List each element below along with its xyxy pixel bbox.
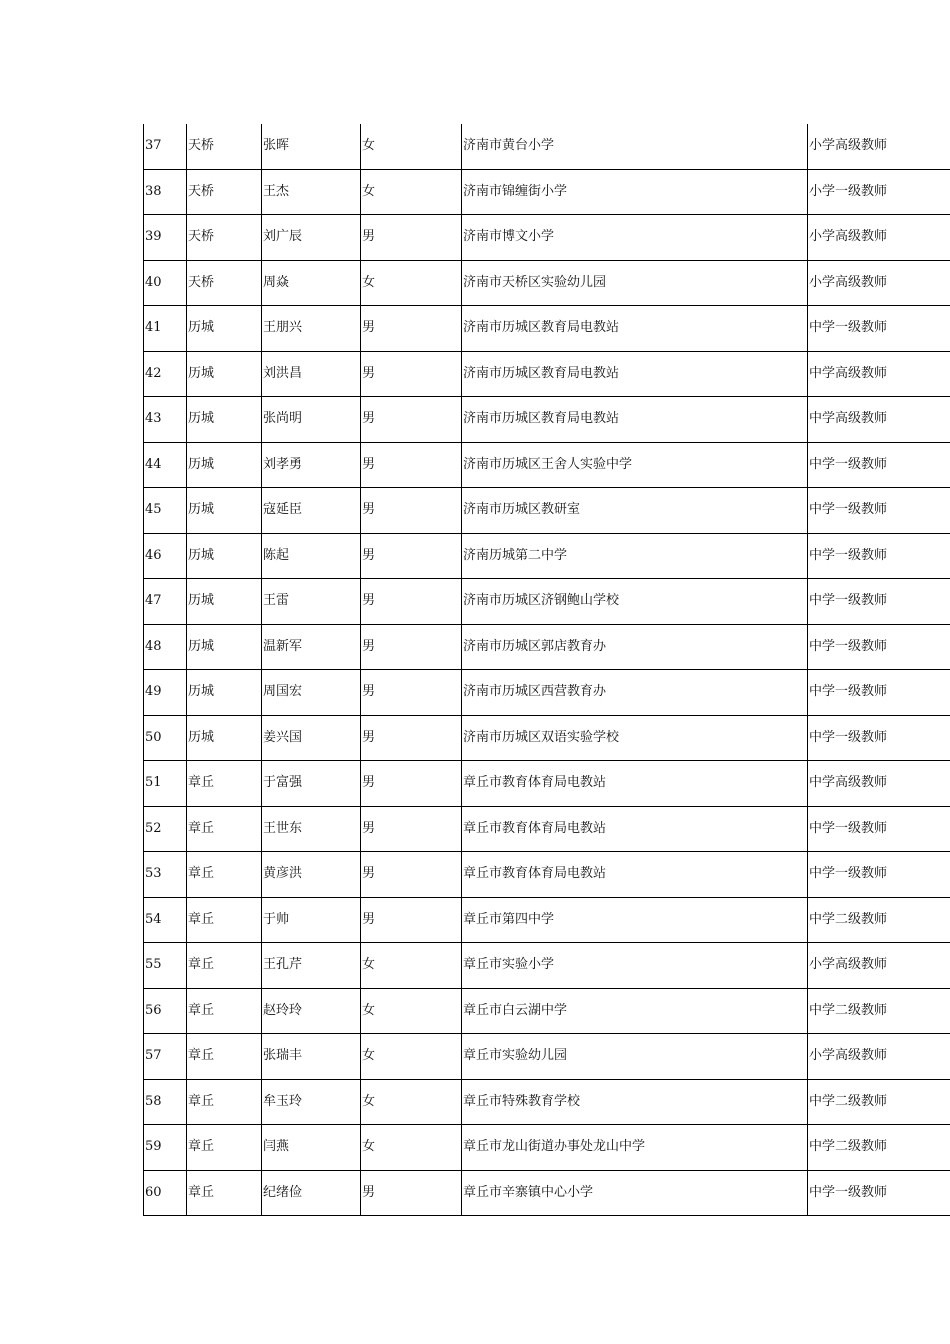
row-number-cell: 55 bbox=[144, 943, 187, 989]
row-number-cell: 42 bbox=[144, 351, 187, 397]
school-cell: 章丘市实验小学 bbox=[462, 943, 808, 989]
table-row bbox=[144, 260, 950, 306]
teacher-name-cell: 寇延臣 bbox=[262, 488, 361, 534]
row-number-cell: 45 bbox=[144, 488, 187, 534]
school-cell: 章丘市辛寨镇中心小学 bbox=[462, 1170, 808, 1216]
row-number-cell: 54 bbox=[144, 897, 187, 943]
district-cell: 章丘 bbox=[187, 1170, 262, 1216]
teacher-roster-table bbox=[143, 124, 950, 1216]
professional-title-cell: 中学二级教师 bbox=[808, 988, 950, 1034]
gender-cell: 男 bbox=[361, 351, 462, 397]
row-number-cell: 52 bbox=[144, 806, 187, 852]
gender-cell: 男 bbox=[361, 852, 462, 898]
district-cell: 章丘 bbox=[187, 1079, 262, 1125]
school-cell: 济南市锦缠街小学 bbox=[462, 169, 808, 215]
professional-title-cell: 中学一级教师 bbox=[808, 715, 950, 761]
row-number-cell: 47 bbox=[144, 579, 187, 625]
school-cell: 济南市天桥区实验幼儿园 bbox=[462, 260, 808, 306]
professional-title-cell: 中学一级教师 bbox=[808, 442, 950, 488]
table-row bbox=[144, 943, 950, 989]
gender-cell: 女 bbox=[361, 1125, 462, 1171]
teacher-name-cell: 王孔芹 bbox=[262, 943, 361, 989]
teacher-name-cell: 赵玲玲 bbox=[262, 988, 361, 1034]
professional-title-cell: 中学一级教师 bbox=[808, 533, 950, 579]
gender-cell: 男 bbox=[361, 579, 462, 625]
row-number-cell: 59 bbox=[144, 1125, 187, 1171]
teacher-name-cell: 陈起 bbox=[262, 533, 361, 579]
gender-cell: 男 bbox=[361, 670, 462, 716]
gender-cell: 男 bbox=[361, 761, 462, 807]
table-row bbox=[144, 988, 950, 1034]
teacher-name-cell: 周国宏 bbox=[262, 670, 361, 716]
teacher-name-cell: 王雷 bbox=[262, 579, 361, 625]
table-row bbox=[144, 442, 950, 488]
table-row bbox=[144, 897, 950, 943]
school-cell: 章丘市特殊教育学校 bbox=[462, 1079, 808, 1125]
table-row bbox=[144, 124, 950, 169]
gender-cell: 女 bbox=[361, 1079, 462, 1125]
professional-title-cell: 小学高级教师 bbox=[808, 943, 950, 989]
school-cell: 济南市历城区王舍人实验中学 bbox=[462, 442, 808, 488]
district-cell: 历城 bbox=[187, 488, 262, 534]
professional-title-cell: 中学一级教师 bbox=[808, 306, 950, 352]
row-number-cell: 56 bbox=[144, 988, 187, 1034]
district-cell: 章丘 bbox=[187, 761, 262, 807]
teacher-name-cell: 张尚明 bbox=[262, 397, 361, 443]
school-cell: 济南市黄台小学 bbox=[462, 124, 808, 169]
teacher-name-cell: 牟玉玲 bbox=[262, 1079, 361, 1125]
table-row bbox=[144, 1125, 950, 1171]
table-row bbox=[144, 169, 950, 215]
school-cell: 章丘市教育体育局电教站 bbox=[462, 806, 808, 852]
professional-title-cell: 小学高级教师 bbox=[808, 1034, 950, 1080]
table-row bbox=[144, 806, 950, 852]
professional-title-cell: 中学高级教师 bbox=[808, 397, 950, 443]
professional-title-cell: 小学一级教师 bbox=[808, 169, 950, 215]
gender-cell: 女 bbox=[361, 943, 462, 989]
gender-cell: 女 bbox=[361, 1034, 462, 1080]
district-cell: 天桥 bbox=[187, 215, 262, 261]
row-number-cell: 46 bbox=[144, 533, 187, 579]
professional-title-cell: 小学高级教师 bbox=[808, 215, 950, 261]
school-cell: 济南市博文小学 bbox=[462, 215, 808, 261]
district-cell: 历城 bbox=[187, 624, 262, 670]
teacher-name-cell: 刘洪昌 bbox=[262, 351, 361, 397]
district-cell: 章丘 bbox=[187, 1034, 262, 1080]
district-cell: 历城 bbox=[187, 579, 262, 625]
row-number-cell: 44 bbox=[144, 442, 187, 488]
teacher-name-cell: 温新军 bbox=[262, 624, 361, 670]
gender-cell: 女 bbox=[361, 169, 462, 215]
gender-cell: 男 bbox=[361, 215, 462, 261]
gender-cell: 男 bbox=[361, 488, 462, 534]
school-cell: 章丘市实验幼儿园 bbox=[462, 1034, 808, 1080]
district-cell: 历城 bbox=[187, 306, 262, 352]
school-cell: 济南市历城区郭店教育办 bbox=[462, 624, 808, 670]
table-row bbox=[144, 1170, 950, 1216]
teacher-name-cell: 于帅 bbox=[262, 897, 361, 943]
district-cell: 章丘 bbox=[187, 806, 262, 852]
teacher-name-cell: 王世东 bbox=[262, 806, 361, 852]
teacher-name-cell: 闫燕 bbox=[262, 1125, 361, 1171]
professional-title-cell: 中学二级教师 bbox=[808, 1079, 950, 1125]
table-row bbox=[144, 1079, 950, 1125]
row-number-cell: 39 bbox=[144, 215, 187, 261]
table-row bbox=[144, 1034, 950, 1080]
district-cell: 历城 bbox=[187, 670, 262, 716]
teacher-name-cell: 王杰 bbox=[262, 169, 361, 215]
school-cell: 济南市历城区教育局电教站 bbox=[462, 306, 808, 352]
teacher-name-cell: 张晖 bbox=[262, 124, 361, 169]
district-cell: 历城 bbox=[187, 533, 262, 579]
district-cell: 历城 bbox=[187, 351, 262, 397]
table-row bbox=[144, 715, 950, 761]
row-number-cell: 57 bbox=[144, 1034, 187, 1080]
table-row bbox=[144, 852, 950, 898]
teacher-name-cell: 刘孝勇 bbox=[262, 442, 361, 488]
school-cell: 章丘市教育体育局电教站 bbox=[462, 852, 808, 898]
teacher-name-cell: 周焱 bbox=[262, 260, 361, 306]
professional-title-cell: 中学一级教师 bbox=[808, 806, 950, 852]
district-cell: 历城 bbox=[187, 397, 262, 443]
school-cell: 济南市历城区教研室 bbox=[462, 488, 808, 534]
row-number-cell: 41 bbox=[144, 306, 187, 352]
row-number-cell: 53 bbox=[144, 852, 187, 898]
table-row bbox=[144, 761, 950, 807]
gender-cell: 男 bbox=[361, 306, 462, 352]
row-number-cell: 38 bbox=[144, 169, 187, 215]
district-cell: 天桥 bbox=[187, 124, 262, 169]
gender-cell: 女 bbox=[361, 260, 462, 306]
school-cell: 济南历城第二中学 bbox=[462, 533, 808, 579]
gender-cell: 女 bbox=[361, 124, 462, 169]
school-cell: 济南市历城区济钢鲍山学校 bbox=[462, 579, 808, 625]
table-row bbox=[144, 533, 950, 579]
row-number-cell: 43 bbox=[144, 397, 187, 443]
teacher-name-cell: 王朋兴 bbox=[262, 306, 361, 352]
professional-title-cell: 中学一级教师 bbox=[808, 670, 950, 716]
row-number-cell: 58 bbox=[144, 1079, 187, 1125]
district-cell: 历城 bbox=[187, 442, 262, 488]
school-cell: 济南市历城区教育局电教站 bbox=[462, 351, 808, 397]
gender-cell: 男 bbox=[361, 397, 462, 443]
table-row bbox=[144, 624, 950, 670]
table-row bbox=[144, 351, 950, 397]
row-number-cell: 37 bbox=[144, 124, 187, 169]
table-row bbox=[144, 579, 950, 625]
gender-cell: 男 bbox=[361, 806, 462, 852]
district-cell: 章丘 bbox=[187, 988, 262, 1034]
professional-title-cell: 小学高级教师 bbox=[808, 124, 950, 169]
gender-cell: 女 bbox=[361, 988, 462, 1034]
professional-title-cell: 中学高级教师 bbox=[808, 761, 950, 807]
teacher-name-cell: 纪绪俭 bbox=[262, 1170, 361, 1216]
row-number-cell: 60 bbox=[144, 1170, 187, 1216]
gender-cell: 男 bbox=[361, 715, 462, 761]
school-cell: 济南市历城区双语实验学校 bbox=[462, 715, 808, 761]
roster-table-body bbox=[144, 124, 950, 1216]
gender-cell: 男 bbox=[361, 533, 462, 579]
professional-title-cell: 中学一级教师 bbox=[808, 1170, 950, 1216]
teacher-name-cell: 于富强 bbox=[262, 761, 361, 807]
district-cell: 章丘 bbox=[187, 1125, 262, 1171]
professional-title-cell: 中学一级教师 bbox=[808, 488, 950, 534]
school-cell: 章丘市龙山街道办事处龙山中学 bbox=[462, 1125, 808, 1171]
school-cell: 章丘市第四中学 bbox=[462, 897, 808, 943]
table-row bbox=[144, 670, 950, 716]
district-cell: 章丘 bbox=[187, 897, 262, 943]
table-row bbox=[144, 397, 950, 443]
school-cell: 济南市历城区教育局电教站 bbox=[462, 397, 808, 443]
row-number-cell: 50 bbox=[144, 715, 187, 761]
table-row bbox=[144, 488, 950, 534]
district-cell: 天桥 bbox=[187, 260, 262, 306]
gender-cell: 男 bbox=[361, 624, 462, 670]
teacher-name-cell: 张瑞丰 bbox=[262, 1034, 361, 1080]
school-cell: 章丘市白云湖中学 bbox=[462, 988, 808, 1034]
district-cell: 章丘 bbox=[187, 943, 262, 989]
gender-cell: 男 bbox=[361, 442, 462, 488]
school-cell: 章丘市教育体育局电教站 bbox=[462, 761, 808, 807]
teacher-name-cell: 刘广辰 bbox=[262, 215, 361, 261]
professional-title-cell: 中学二级教师 bbox=[808, 1125, 950, 1171]
professional-title-cell: 中学一级教师 bbox=[808, 579, 950, 625]
professional-title-cell: 小学高级教师 bbox=[808, 260, 950, 306]
district-cell: 历城 bbox=[187, 715, 262, 761]
teacher-name-cell: 黄彦洪 bbox=[262, 852, 361, 898]
district-cell: 天桥 bbox=[187, 169, 262, 215]
row-number-cell: 48 bbox=[144, 624, 187, 670]
row-number-cell: 51 bbox=[144, 761, 187, 807]
professional-title-cell: 中学二级教师 bbox=[808, 897, 950, 943]
professional-title-cell: 中学高级教师 bbox=[808, 351, 950, 397]
school-cell: 济南市历城区西营教育办 bbox=[462, 670, 808, 716]
district-cell: 章丘 bbox=[187, 852, 262, 898]
gender-cell: 男 bbox=[361, 1170, 462, 1216]
professional-title-cell: 中学一级教师 bbox=[808, 852, 950, 898]
table-row bbox=[144, 215, 950, 261]
gender-cell: 男 bbox=[361, 897, 462, 943]
row-number-cell: 40 bbox=[144, 260, 187, 306]
professional-title-cell: 中学一级教师 bbox=[808, 624, 950, 670]
teacher-name-cell: 姜兴国 bbox=[262, 715, 361, 761]
table-row bbox=[144, 306, 950, 352]
row-number-cell: 49 bbox=[144, 670, 187, 716]
